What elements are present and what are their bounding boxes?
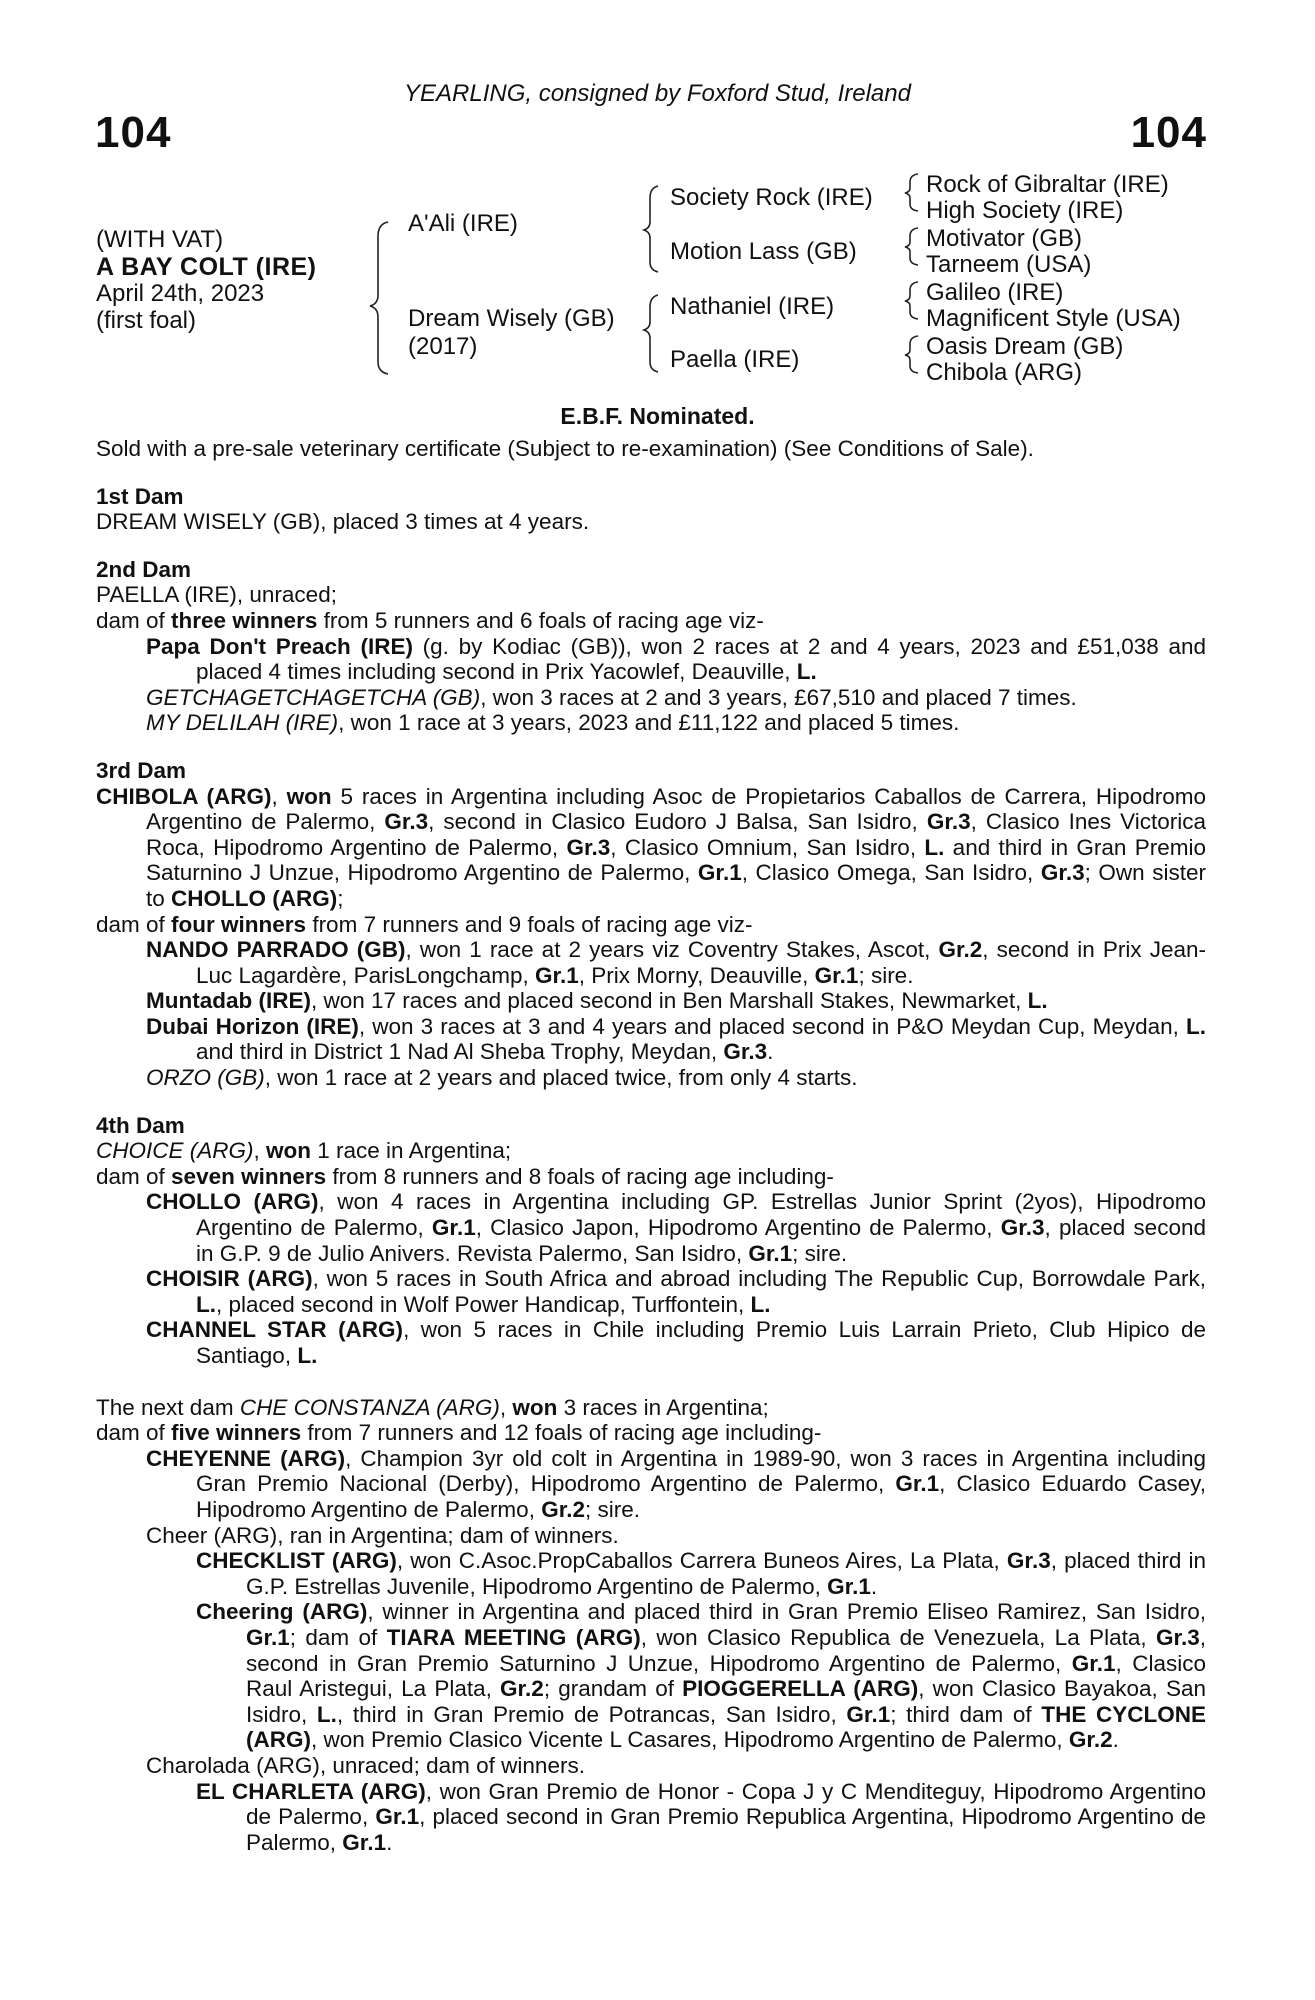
dam-sire: Nathaniel (IRE): [670, 293, 835, 320]
ds-dam: Magnificent Style (USA): [926, 305, 1181, 332]
dd-sire: Oasis Dream (GB): [926, 333, 1124, 360]
catalogue-body: [96, 436, 1206, 1855]
produce-entry: Charolada (ARG), unraced; dam of winners.: [146, 1752, 585, 1778]
fourth-dam-title: 4th Dam: [96, 1112, 185, 1138]
produce-entry: ORZO (GB), won 1 race at 2 years and placed twice, from only 4 starts.: [146, 1065, 858, 1091]
produce-entry: CHANNEL STAR (ARG), won 5 races in Chile including Premio Luis Larrain Prieto, Club Hipico de Santiago, L.: [146, 1317, 1207, 1368]
dam-year: (2017): [408, 333, 478, 360]
produce-entry: Dubai Horizon (IRE), won 3 races at 3 and 4 years and placed second in P&O Meydan Cup, Meydan, L. and third in District 1 Nad Al Sheba Trophy, Meydan, Gr.3.: [146, 1013, 1207, 1065]
fourth-dam-record: CHOICE (ARG), won 1 race in Argentina;: [96, 1138, 512, 1164]
ss-dam: High Society (IRE): [926, 197, 1124, 224]
lot-number-left: 104: [95, 108, 172, 157]
sire-name: A'Ali (IRE): [408, 210, 518, 237]
produce-entry: NANDO PARRADO (GB), won 1 race at 2 years viz Coventry Stakes, Ascot, Gr.2, second in Prix Jean-Luc Lagardère, ParisLongchamp, Gr.1, Prix Morny, Deauville, Gr.1; sire.: [146, 937, 1206, 988]
ds-sire: Galileo (IRE): [926, 279, 1064, 306]
sale-note: Sold with a pre-sale veterinary certificate (Subject to re-examination) (See Conditions of Sale).: [96, 436, 1034, 461]
produce-entry: CHECKLIST (ARG), won C.Asoc.PropCaballos Carrera Buneos Aires, La Plata, Gr.3, placed third in G.P. Estrellas Juvenile, Hipodromo Argentino de Palermo, Gr.1.: [196, 1548, 1206, 1599]
first-dam-title: 1st Dam: [96, 483, 184, 509]
produce-entry: CHEYENNE (ARG), Champion 3yr old colt in Argentina in 1989-90, won 3 races in Argentina including Gran Premio Nacional (Derby), Hipodromo Argentino de Palermo, Gr.1, Clasico Eduardo Casey, Hipodromo Argentino de Palermo, Gr.2; sire.: [146, 1445, 1206, 1522]
dd-dam: Chibola (ARG): [926, 359, 1083, 386]
sd-dam: Tarneem (USA): [926, 251, 1092, 278]
produce-entry: MY DELILAH (IRE), won 1 race at 3 years, 2023 and £11,122 and placed 5 times.: [146, 710, 960, 736]
ss-sire: Rock of Gibraltar (IRE): [926, 171, 1169, 198]
produce-entry: Cheering (ARG), winner in Argentina and placed third in Gran Premio Eliseo Ramirez, San Isidro, Gr.1; dam of TIARA MEETING (ARG), won Clasico Republica de Venezuela, La Plata, Gr.3, second in Gran Premio Saturnino J Unzue, Hipodromo Argentino de Palermo, Gr.1, Clasico Raul Aristegui, La Plata, Gr.2; grandam of PIOGGERELLA (ARG), won Clasico Bayakoa, San Isidro, L., third in Gran Premio de Potrancas, San Isidro, Gr.1; third dam of THE CYCLONE (ARG), won Premio Clasico Vicente L Casares, Hipodromo Argentino de Palermo, Gr.2.: [196, 1599, 1207, 1753]
third-dam-title: 3rd Dam: [96, 757, 187, 783]
produce-entry: Papa Don't Preach (IRE) (g. by Kodiac (GB)), won 2 races at 2 and 4 years, 2023 and £51,038 and placed 4 times including second in Prix Yacowlef, Deauville, L.: [146, 633, 1207, 685]
sire-dam: Motion Lass (GB): [670, 238, 857, 265]
produce-entry: GETCHAGETCHAGETCHA (GB), won 3 races at 2 and 3 years, £67,510 and placed 7 times.: [146, 684, 1077, 710]
produce-entry: Muntadab (IRE), won 17 races and placed second in Ben Marshall Stakes, Newmarket, L.: [146, 988, 1048, 1014]
next-dam-record: The next dam CHE CONSTANZA (ARG), won 3 races in Argentina;: [96, 1394, 769, 1420]
produce-entry: CHOISIR (ARG), won 5 races in South Africa and abroad including The Republic Cup, Borrowdale Park, L., placed second in Wolf Power Handicap, Turffontein, L.: [146, 1266, 1206, 1317]
second-dam-produce-summary: dam of three winners from 5 runners and 6 foals of racing age viz-: [96, 607, 764, 633]
lot-name: A BAY COLT (IRE): [96, 253, 317, 281]
lot-vat: (WITH VAT): [96, 226, 224, 253]
lot-number-right: 104: [1130, 108, 1207, 157]
sd-sire: Motivator (GB): [926, 225, 1083, 252]
sire-sire: Society Rock (IRE): [670, 184, 873, 211]
produce-entry: CHOLLO (ARG), won 4 races in Argentina including GP. Estrellas Junior Sprint (2yos), Hipodromo Argentino de Palermo, Gr.1, Clasico Japon, Hipodromo Argentino de Palermo, Gr.3, placed second in G.P. 9 de Julio Anivers. Revista Palermo, San Isidro, Gr.1; sire.: [146, 1189, 1206, 1266]
third-dam-produce-summary: dam of four winners from 7 runners and 9 foals of racing age viz-: [96, 911, 753, 937]
dam-name: Dream Wisely (GB): [408, 305, 615, 332]
second-dam-line: PAELLA (IRE), unraced;: [96, 582, 337, 608]
next-dam-produce-summary: dam of five winners from 7 runners and 12 foals of racing age including-: [96, 1420, 822, 1446]
ebf-nominated: E.B.F. Nominated.: [560, 403, 755, 429]
third-dam-record: CHIBOLA (ARG), won 5 races in Argentina including Asoc de Propietarios Caballos de Carrera, Hipodromo Argentino de Palermo, Gr.3, second in Clasico Eudoro J Balsa, San Isidro, Gr.3, Clasico Ines Victorica Roca, Hipodromo Argentino de Palermo, Gr.3, Clasico Omnium, San Isidro, L. and third in Gran Premio Saturnino J Unzue, Hipodromo Argentino de Palermo, Gr.1, Clasico Omega, San Isidro, Gr.3; Own sister to CHOLLO (ARG);: [96, 783, 1207, 911]
lot-note: (first foal): [96, 307, 197, 334]
page-header: YEARLING, consigned by Foxford Stud, Ireland: [404, 80, 911, 107]
produce-entry: EL CHARLETA (ARG), won Gran Premio de Honor - Copa J y C Menditeguy, Hipodromo Argentino de Palermo, Gr.1, placed second in Gran Premio Republica Argentina, Hipodromo Argentino de Palermo, Gr.1.: [196, 1778, 1206, 1855]
lot-dob: April 24th, 2023: [96, 280, 265, 307]
second-dam-title: 2nd Dam: [96, 556, 192, 582]
fourth-dam-produce-summary: dam of seven winners from 8 runners and 8 foals of racing age including-: [96, 1163, 834, 1189]
first-dam-text: DREAM WISELY (GB), placed 3 times at 4 years.: [96, 509, 590, 535]
produce-entry: Cheer (ARG), ran in Argentina; dam of winners.: [146, 1522, 619, 1548]
dam-dam: Paella (IRE): [670, 346, 800, 373]
